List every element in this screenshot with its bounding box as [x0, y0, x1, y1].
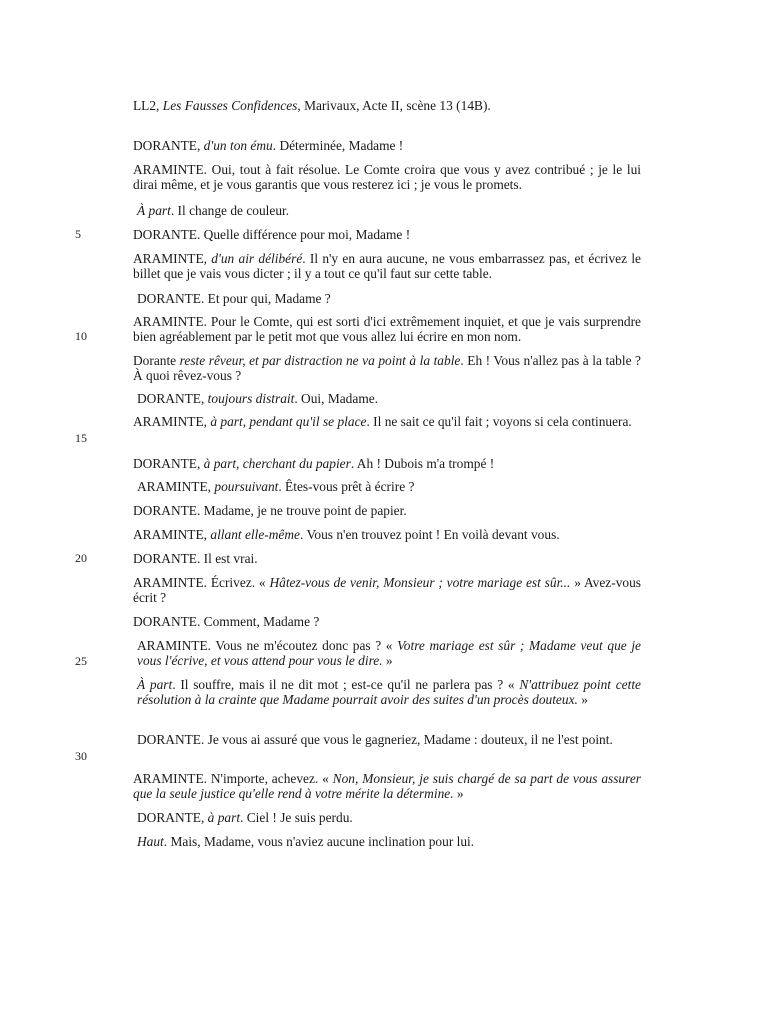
paragraph-9: DORANTE, toujours distrait. Oui, Madame.	[137, 391, 379, 406]
header-code: LL2,	[133, 98, 163, 113]
paragraph-20: DORANTE. Je vous ai assuré que vous le gagneriez, Madame : douteux, il ne l'est point.	[137, 732, 613, 747]
line-number: 30	[75, 749, 87, 763]
paragraph-18: ARAMINTE. Vous ne m'écoutez donc pas ? « Votre mariage est sûr ; Madame veut que je vous l'écrive, et vous attend pour vous le dire. »	[137, 638, 641, 669]
paragraph-7: ARAMINTE. Pour le Comte, qui est sorti d'ici extrêmement inquiet, et que je vais surprendre bien agréablement par le petit mot que vous allez lui écrire en mon nom.	[133, 314, 641, 345]
document-header	[133, 98, 653, 113]
paragraph-12: ARAMINTE, poursuivant. Êtes-vous prêt à écrire ?	[137, 479, 415, 494]
paragraph-15: DORANTE. Il est vrai.	[133, 551, 258, 566]
paragraph-16: ARAMINTE. Écrivez. « Hâtez-vous de venir, Monsieur ; votre mariage est sûr... » Avez-vous écrit ?	[133, 575, 641, 606]
paragraph-6: DORANTE. Et pour qui, Madame ?	[137, 291, 331, 306]
paragraph-4: DORANTE. Quelle différence pour moi, Madame !	[133, 227, 411, 242]
paragraph-14: ARAMINTE, allant elle-même. Vous n'en trouvez point ! En voilà devant vous.	[133, 527, 560, 542]
paragraph-1: DORANTE, d'un ton ému. Déterminée, Madame !	[133, 138, 404, 153]
paragraph-3: À part. Il change de couleur.	[137, 203, 290, 218]
paragraph-11: DORANTE, à part, cherchant du papier. Ah ! Dubois m'a trompé !	[133, 456, 495, 471]
paragraph-23: Haut. Mais, Madame, vous n'aviez aucune inclination pour lui.	[137, 834, 475, 849]
paragraph-13: DORANTE. Madame, je ne trouve point de papier.	[133, 503, 407, 518]
header-reference: , Marivaux, Acte II, scène 13 (14B).	[297, 98, 491, 113]
paragraph-21: ARAMINTE. N'importe, achevez. « Non, Monsieur, je suis chargé de sa part de vous assurer que la seule justice qu'elle rend à votre mérite la détermine. »	[133, 771, 641, 802]
paragraph-2: ARAMINTE. Oui, tout à fait résolue. Le Comte croira que vous y avez contribué ; je le lui dirai même, et je vous garantis que vous resterez ici ; je vous le promets.	[133, 162, 641, 193]
line-number: 15	[75, 431, 87, 445]
paragraph-19: À part. Il souffre, mais il ne dit mot ; est-ce qu'il ne parlera pas ? « N'attribuez point cette résolution à la crainte que Madame pourrait avoir des suites d'un procès douteux. »	[137, 677, 641, 708]
paragraph-17: DORANTE. Comment, Madame ?	[133, 614, 320, 629]
paragraph-10: ARAMINTE, à part, pendant qu'il se place. Il ne sait ce qu'il fait ; voyons si cela continuera.	[133, 414, 632, 429]
line-number: 10	[75, 329, 87, 343]
paragraph-22: DORANTE, à part. Ciel ! Je suis perdu.	[137, 810, 353, 825]
line-number: 20	[75, 551, 87, 565]
paragraph-8: Dorante reste rêveur, et par distraction ne va point à la table. Eh ! Vous n'allez pas à la table ? À quoi rêvez-vous ?	[133, 353, 641, 384]
line-number: 25	[75, 654, 87, 668]
line-number: 5	[75, 227, 81, 241]
paragraph-5: ARAMINTE, d'un air délibéré. Il n'y en aura aucune, ne vous embarrassez pas, et écrivez le billet que je vais vous dicter ; il y a tout ce qu'il faut sur cette table.	[133, 251, 641, 282]
header-title: Les Fausses Confidences	[162, 98, 298, 113]
